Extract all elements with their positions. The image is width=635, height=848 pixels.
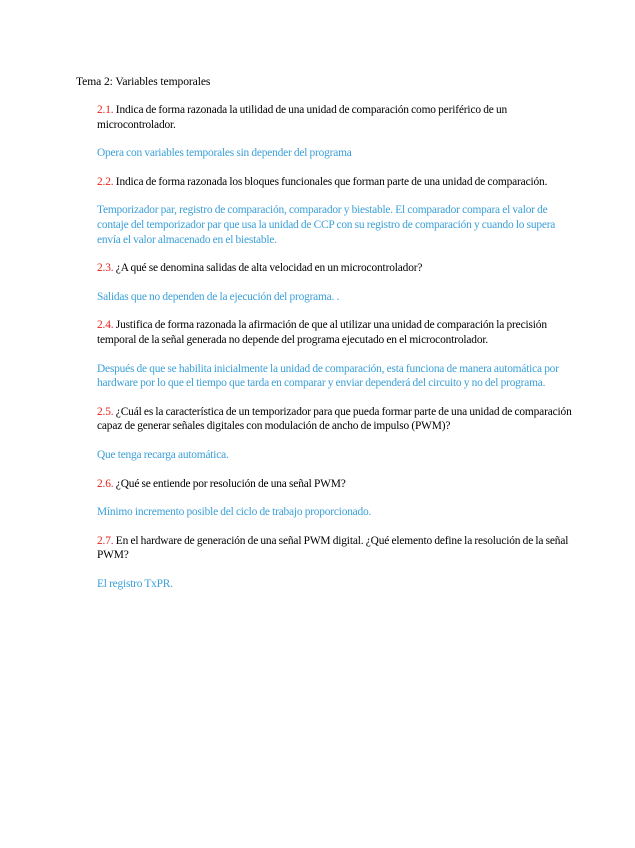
question — [97, 261, 577, 276]
question — [97, 534, 577, 563]
question — [97, 318, 577, 347]
answer: Temporizador par, registro de comparación, comparador y biestable. El comparador compara el valor de contaje del temporizador par que usa la unidad de CCP con su registro de comparación y cuando lo supera envía el valor almacenado en el biestable. — [97, 204, 556, 246]
question — [97, 477, 577, 492]
qa-item-2-7 — [97, 534, 577, 592]
question-number: 2.7. — [97, 534, 114, 547]
question-text: Indica de forma razonada la utilidad de una unidad de comparación como periférico de un microcontrolador. — [97, 104, 508, 131]
document-title: Tema 2: Variables temporales — [76, 75, 211, 88]
question-text: ¿A qué se denomina salidas de alta velocidad en un microcontrolador? — [113, 262, 423, 275]
question-text: En el hardware de generación de una señal PWM digital. ¿Qué elemento define la resolución de la señal PWM? — [97, 534, 569, 562]
question-answer-list — [97, 103, 577, 605]
question-text: Indica de forma razonada los bloques funcionales que forman parte de una unidad de comparación. — [113, 175, 548, 188]
qa-item-2-5 — [97, 405, 577, 463]
answer: El registro TxPR. — [97, 577, 173, 590]
answer: Opera con variables temporales sin depender del programa — [97, 147, 352, 160]
question-number: 2.4. — [97, 319, 114, 332]
question — [97, 405, 577, 434]
question-number: 2.3. — [97, 262, 114, 275]
question — [97, 175, 577, 190]
question-text: ¿Qué se entiende por resolución de una señal PWM? — [113, 477, 346, 490]
qa-item-2-2 — [97, 175, 577, 247]
qa-item-2-6 — [97, 477, 577, 520]
question-number: 2.2. — [97, 175, 114, 188]
question-text: ¿Cuál es la característica de un temporizador para que pueda formar parte de una unidad de comparación capaz de generar señales digitales con modulación de ancho de impulso (PWM)? — [97, 405, 572, 433]
qa-item-2-3 — [97, 261, 577, 304]
question-text: Justifica de forma razonada la afirmación de que al utilizar una unidad de comparación la precisión temporal de la señal generada no depende del programa ejecutado en el microcontrolador. — [97, 319, 547, 346]
question — [97, 103, 577, 132]
answer: Mínimo incremento posible del ciclo de trabajo proporcionado. — [97, 506, 372, 519]
answer: Salidas que no dependen de la ejecución del programa. . — [97, 290, 340, 303]
qa-item-2-4 — [97, 318, 577, 390]
question-number: 2.5. — [97, 405, 114, 418]
question-number: 2.1. — [97, 104, 114, 116]
answer: Que tenga recarga automática. — [97, 448, 229, 461]
question-number: 2.6. — [97, 477, 114, 490]
answer: Después de que se habilita inicialmente la unidad de comparación, esta funciona de manera automática por hardware por lo que el tiempo que tarda en comparar y enviar dependerá del circuito y no del programa. — [97, 362, 559, 390]
qa-item-2-1 — [97, 103, 577, 161]
